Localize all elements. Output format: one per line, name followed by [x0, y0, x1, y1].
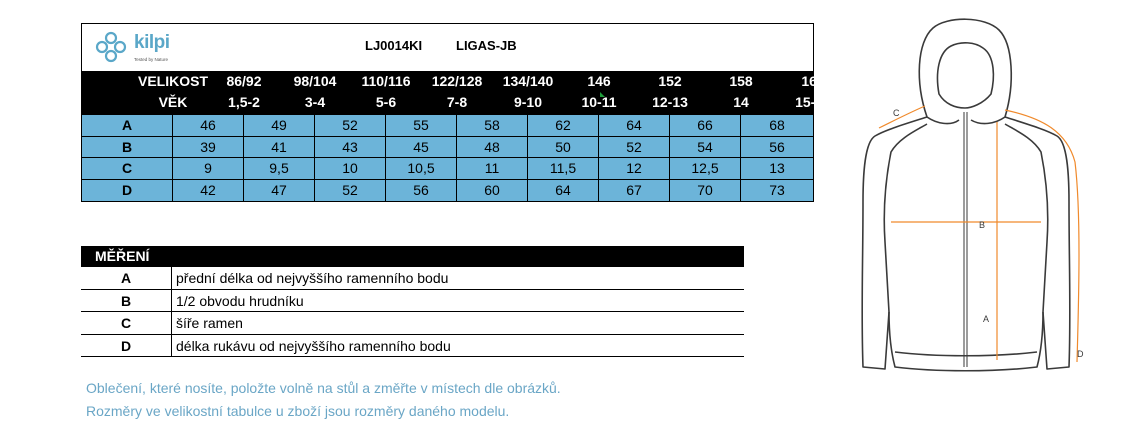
- size-value: 98/104: [293, 73, 337, 89]
- brand-tagline: Tested by Nature: [134, 57, 169, 62]
- table-cell: 43: [315, 137, 386, 158]
- table-row: [82, 137, 813, 159]
- table-cell: 58: [457, 115, 528, 136]
- measurement-table: [81, 246, 744, 357]
- measurement-title: MĚŘENÍ: [81, 246, 744, 267]
- product-code: LJ0014KI: [365, 38, 423, 53]
- header-label-cell: [82, 71, 208, 115]
- cell-comment-marker: [600, 92, 605, 97]
- size-value: 164: [801, 73, 825, 89]
- size-value: 134/140: [502, 73, 554, 89]
- table-cell: 11,5: [528, 158, 599, 179]
- age-value: 12-13: [652, 94, 688, 110]
- jacket-outline: [862, 19, 1070, 371]
- diagram-label-a: A: [983, 314, 990, 324]
- measurement-row: [81, 267, 744, 290]
- diagram-label-c: C: [893, 108, 900, 118]
- measurement-code: A: [81, 267, 172, 289]
- measurement-code: C: [81, 312, 172, 334]
- table-cell: 52: [315, 115, 386, 136]
- measurement-row: [81, 335, 744, 358]
- size-value: 110/116: [361, 73, 411, 89]
- table-cell: 67: [599, 180, 670, 202]
- age-value: 9-10: [513, 94, 543, 110]
- table-cell: 41: [244, 137, 315, 158]
- diagram-label-b: B: [979, 220, 986, 230]
- table-cell: 9: [173, 158, 244, 179]
- kilpi-knot-icon: [94, 30, 128, 64]
- table-cell: 9,5: [244, 158, 315, 179]
- age-value: 3-4: [304, 94, 326, 110]
- table-header-row: [82, 24, 813, 71]
- table-cell: 73: [769, 181, 785, 198]
- table-cell: 56: [769, 138, 785, 155]
- table-cell: 52: [315, 180, 386, 202]
- table-cell: 10,5: [386, 158, 457, 179]
- size-header: [82, 71, 831, 115]
- age-value: 14: [733, 94, 749, 110]
- age-value: 5-6: [375, 94, 397, 110]
- size-header-cell: [244, 71, 337, 115]
- size-table: [81, 23, 831, 202]
- measurement-lines: [879, 106, 1079, 362]
- table-cell: 39: [173, 137, 244, 158]
- table-cell: 46: [173, 115, 244, 136]
- age-value: 10-11: [581, 94, 617, 110]
- brand-logo: [94, 30, 204, 66]
- table-cell: 42: [173, 180, 244, 202]
- size-header-cell: [315, 71, 411, 115]
- table-cell: 11: [457, 158, 528, 179]
- size-header-cell: [670, 71, 753, 115]
- table-cell: 52: [599, 137, 670, 158]
- size-header-cell: [173, 71, 262, 115]
- age-value: 7-8: [446, 94, 468, 110]
- jacket-diagram: [855, 12, 1137, 382]
- table-cell: 56: [386, 180, 457, 202]
- measurement-row: [81, 290, 744, 313]
- table-cell: 55: [386, 115, 457, 136]
- size-value: 86/92: [226, 73, 262, 89]
- age-label: VĚK: [158, 94, 188, 110]
- diagram-label-d: D: [1077, 349, 1084, 359]
- table-row: [82, 115, 813, 137]
- row-label: C: [82, 158, 173, 179]
- row-label: B: [82, 137, 173, 158]
- table-cell: 64: [599, 115, 670, 136]
- table-row: [82, 180, 813, 202]
- age-value: 15-16: [795, 94, 831, 110]
- table-cell: 10: [315, 158, 386, 179]
- table-cell: 12: [599, 158, 670, 179]
- row-label: A: [82, 115, 173, 136]
- table-cell: 50: [528, 137, 599, 158]
- size-header-cell: [528, 71, 617, 115]
- table-cell: 48: [457, 137, 528, 158]
- product-name: LIGAS-JB: [456, 38, 517, 53]
- measurement-description: délka rukávu od nejvyššího ramenního bodu: [176, 337, 451, 354]
- measurement-description: 1/2 obvodu hrudníku: [176, 292, 304, 309]
- measurement-description: přední délka od nejvyššího ramenního bodu: [176, 270, 449, 286]
- table-cell: 54: [670, 137, 741, 158]
- size-data-rows: [82, 115, 813, 201]
- size-header-cell: [741, 71, 831, 115]
- table-cell: 62: [528, 115, 599, 136]
- table-cell: 60: [457, 180, 528, 202]
- size-label: VELIKOST: [137, 73, 208, 89]
- measurement-row: [81, 312, 744, 335]
- age-value: 1,5-2: [228, 94, 260, 110]
- table-cell: 47: [244, 180, 315, 202]
- size-header-cell: [386, 71, 483, 115]
- brand-name: kilpi: [134, 32, 170, 53]
- measurement-description: šíře ramen: [176, 315, 243, 331]
- note-model-dimensions: Rozměry ve velikostní tabulce u zboží jsou rozměry daného modelu.: [86, 403, 510, 419]
- table-cell: 70: [670, 180, 741, 202]
- measurement-letters: [893, 108, 1084, 359]
- size-value: 122/128: [431, 73, 483, 89]
- size-value: 146: [587, 73, 611, 89]
- table-cell: 49: [244, 115, 315, 136]
- size-value: 158: [729, 73, 753, 89]
- table-cell: 45: [386, 137, 457, 158]
- size-header-cell: [457, 71, 554, 115]
- measurement-code: D: [81, 335, 172, 357]
- table-cell: 12,5: [670, 158, 741, 179]
- size-header-cell: [599, 71, 688, 115]
- table-row: [82, 158, 813, 180]
- table-cell: 68: [769, 117, 785, 133]
- row-label: D: [82, 180, 173, 202]
- measurement-code: B: [81, 290, 172, 312]
- table-cell: 66: [670, 115, 741, 136]
- size-value: 152: [658, 73, 682, 89]
- table-cell: 64: [528, 180, 599, 202]
- note-instructions: Oblečení, které nosíte, položte volně na stůl a změřte v místech dle obrázků.: [86, 380, 561, 396]
- table-cell: 13: [769, 160, 785, 176]
